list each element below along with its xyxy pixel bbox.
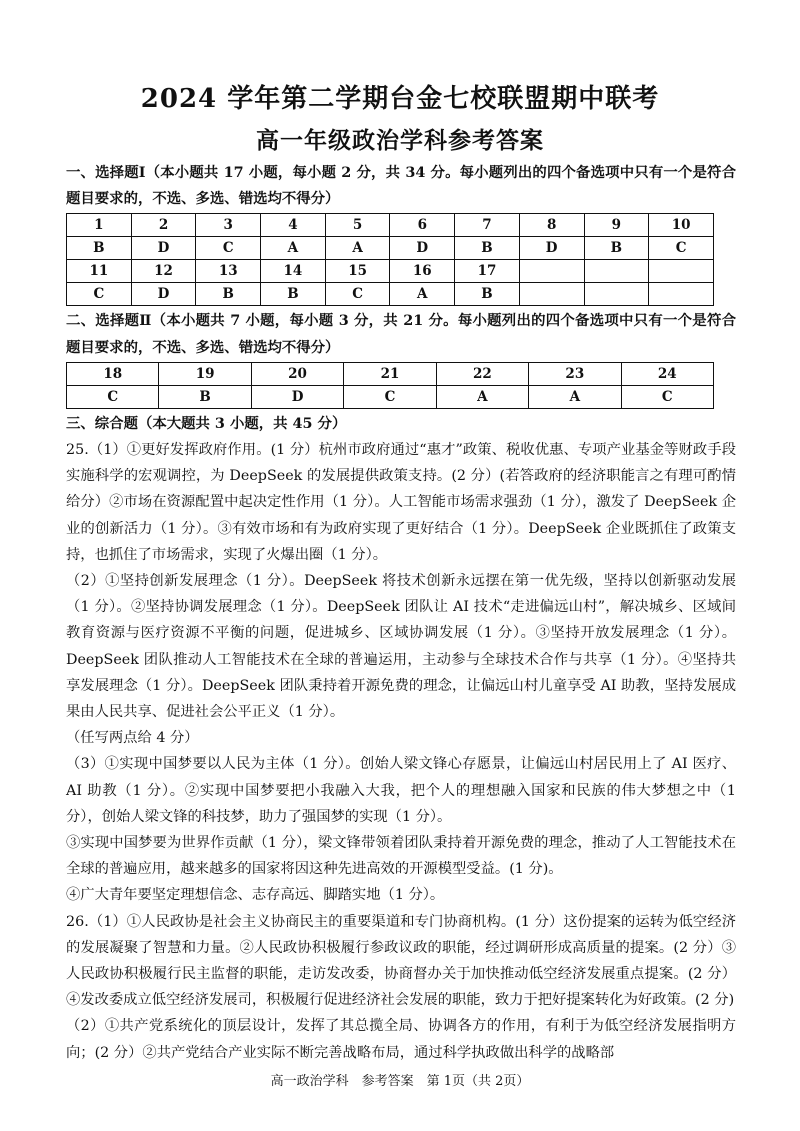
table-cell: 1 — [67, 214, 132, 237]
answer-paragraph: 25.（1）①更好发挥政府作用。(1 分）杭州市政府通过“惠才”政策、税收优惠、专项产业基金等财政手段实施科学的宏观调控，为 DeepSeek 的发展提供政策支持。(2 分）(若答政府的经济职能言之有理可酌情给分）②市场在资源配置中起决定性作用（1 分）。人工智能市场需求强劲（1 分），激发了 DeepSeek 企业的创新活力（1 分）。③有效市场和有为政府实现了更好结合（1 分）。DeepSeek 企业既抓住了政策支持，也抓住了市场需求，实现了火爆出圈（1 分）。 — [66, 442, 736, 563]
table-cell: A — [390, 283, 455, 306]
section2-heading: 二、选择题Ⅱ（本小题共 7 小题，每小题 3 分，共 21 分。每小题列出的四个备选项中只有一个是符合题目要求的，不选、多选、错选均不得分） — [66, 312, 736, 356]
table-cell — [584, 260, 649, 283]
page-footer: 高一政治学科 参考答案 第 1页（共 2页） — [270, 1074, 530, 1089]
answer-paragraph: （2）①坚持创新发展理念（1 分）。DeepSeek 将技术创新永远摆在第一优先级，坚持以创新驱动发展（1 分）。②坚持协调发展理念（1 分）。DeepSeek 团队让 AI 技术“走进偏远山村”，解决城乡、区域间教育资源与医疗资源不平衡的问题，促进城乡、区域协调发展（1 分）。③坚持开放发展理念（1 分）。DeepSeek 团队推动人工智能技术在全球的普遍运用，主动参与全球技术合作与共享（1 分）。④坚持共享发展理念（1 分）。DeepSeek 团队秉持着开源免费的理念，让偏远山村儿童享受 AI 助教，坚持发展成果由人民共享、促进社会公平正义（1 分）。 — [66, 573, 736, 721]
table-cell: 22 — [436, 362, 528, 385]
table-cell: 23 — [529, 362, 621, 385]
table-cell: B — [455, 237, 520, 260]
answer-paragraph: （3）①实现中国梦要以人民为主体（1 分）。创始人梁文锋心存愿景，让偏远山村居民用上了 AI 医疗、AI 助教（1 分）。②实现中国梦要把小我融入大我，把个人的理想融入国家和民族的伟大梦想之中（1 分），创始人梁文锋的科技梦，助力了强国梦的实现（1 分）。 — [66, 756, 736, 825]
answer-content — [66, 160, 736, 1066]
table-cell: 20 — [251, 362, 343, 385]
table-cell: A — [261, 237, 326, 260]
table-row — [67, 260, 714, 283]
table-cell: B — [196, 283, 261, 306]
section2-answer-table — [66, 362, 714, 409]
answer-paragraph: （任写两点给 4 分） — [66, 730, 199, 747]
table-cell: 16 — [390, 260, 455, 283]
table-cell: 2 — [131, 214, 196, 237]
table-cell — [584, 283, 649, 306]
table-row — [67, 385, 714, 408]
table-cell: 15 — [325, 260, 390, 283]
table-cell: B — [67, 237, 132, 260]
table-cell: 17 — [455, 260, 520, 283]
answer-paragraph: 26.（1）①人民政协是社会主义协商民主的重要渠道和专门协商机构。(1 分）这份提案的运转为低空经济的发展凝聚了智慧和力量。②人民政协积极履行参政议政的职能，经过调研形成高质量的提案。(2 分）③人民政协积极履行民主监督的职能，走访发改委，协商督办关于加快推动低空经济发展重点提案。(2 分）④发改委成立低空经济发展司，积极履行促进经济社会发展的职能，致力于把好提案转化为好政策。(2 分) — [66, 913, 736, 1009]
table-cell: 7 — [455, 214, 520, 237]
table-cell: A — [325, 237, 390, 260]
table-cell: 19 — [159, 362, 251, 385]
table-cell: 13 — [196, 260, 261, 283]
section3-answers — [66, 437, 736, 1066]
table-cell: B — [584, 237, 649, 260]
table-cell: 5 — [325, 214, 390, 237]
table-cell: 6 — [390, 214, 455, 237]
page-subtitle: 高一年级政治学科参考答案 — [256, 127, 544, 154]
table-cell — [649, 283, 714, 306]
table-cell: C — [325, 283, 390, 306]
table-cell: C — [649, 237, 714, 260]
table-cell: 21 — [344, 362, 436, 385]
table-cell: D — [131, 237, 196, 260]
table-cell: D — [390, 237, 455, 260]
table-cell: A — [436, 385, 528, 408]
table-cell: C — [67, 283, 132, 306]
section1-answer-table — [66, 213, 714, 306]
page-title: 2024 学年第二学期台金七校联盟期中联考 — [140, 84, 660, 114]
table-cell: 3 — [196, 214, 261, 237]
answer-paragraph: ③实现中国梦要为世界作贡献（1 分），梁文锋带领着团队秉持着开源免费的理念，推动了人工智能技术在全球的普遍应用，越来越多的国家将因这种先进高效的开源模型受益。(1 分)。 — [66, 835, 736, 878]
table-cell: A — [529, 385, 621, 408]
table-cell: 18 — [67, 362, 159, 385]
table-cell: C — [621, 385, 713, 408]
answer-paragraph: ④广大青年要坚定理想信念、志存高远、脚踏实地（1 分）。 — [66, 887, 445, 904]
table-cell — [519, 283, 584, 306]
table-cell: D — [131, 283, 196, 306]
table-row — [67, 214, 714, 237]
table-cell: 12 — [131, 260, 196, 283]
table-cell: 14 — [261, 260, 326, 283]
table-row — [67, 283, 714, 306]
table-cell — [649, 260, 714, 283]
table-cell: 8 — [519, 214, 584, 237]
table-cell: 11 — [67, 260, 132, 283]
table-cell: 4 — [261, 214, 326, 237]
section3-heading: 三、综合题（本大题共 3 小题，共 45 分） — [66, 414, 347, 432]
table-cell: D — [519, 237, 584, 260]
table-cell: C — [67, 385, 159, 408]
table-cell — [519, 260, 584, 283]
table-row — [67, 362, 714, 385]
answer-paragraph: （2）①共产党系统化的顶层设计，发挥了其总揽全局、协调各方的作用，有利于为低空经济发展指明方向；(2 分）②共产党结合产业实际不断完善战略布局，通过科学执政做出科学的战略部 — [66, 1018, 736, 1061]
table-cell: C — [344, 385, 436, 408]
table-cell: 9 — [584, 214, 649, 237]
table-cell: B — [455, 283, 520, 306]
table-cell: D — [251, 385, 343, 408]
table-cell: B — [261, 283, 326, 306]
section1-heading: 一、选择题Ⅰ（本小题共 17 小题，每小题 2 分，共 34 分。每小题列出的四个备选项中只有一个是符合题目要求的，不选、多选、错选均不得分） — [66, 164, 736, 208]
table-cell: B — [159, 385, 251, 408]
table-cell: C — [196, 237, 261, 260]
table-cell: 10 — [649, 214, 714, 237]
table-row — [67, 237, 714, 260]
table-cell: 24 — [621, 362, 713, 385]
